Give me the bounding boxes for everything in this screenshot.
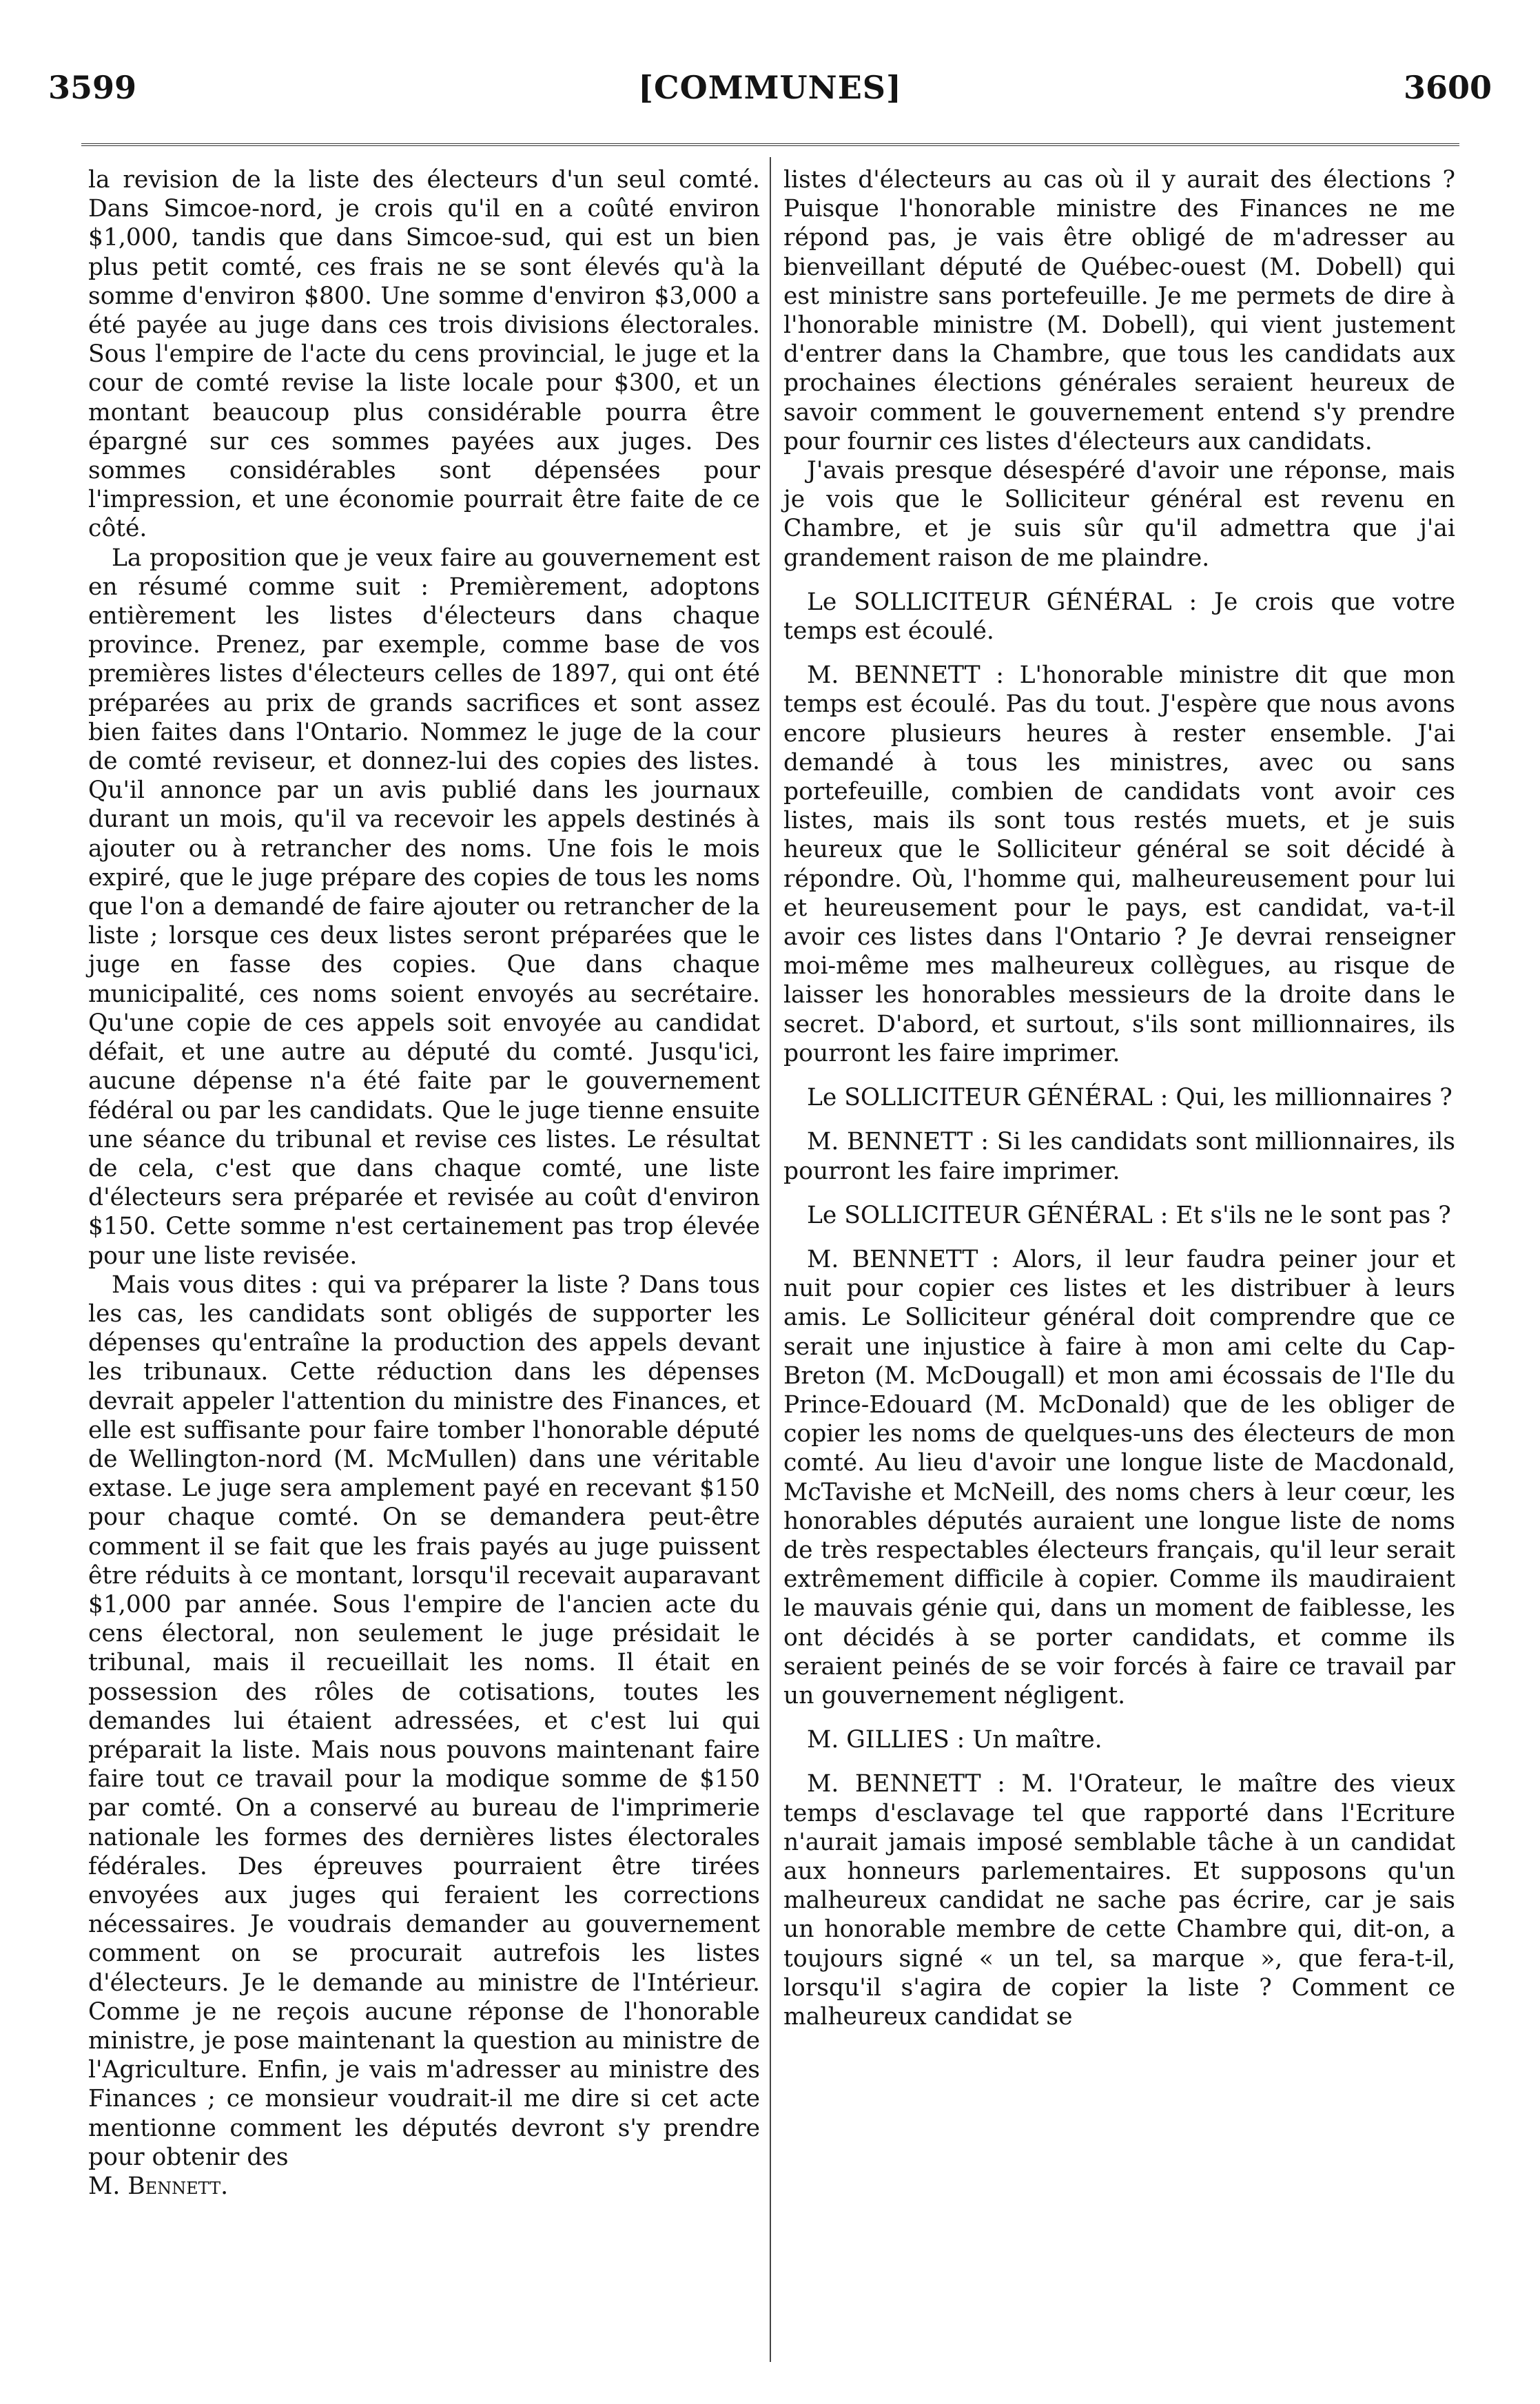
speech	[783, 1245, 1455, 1710]
speech-text: Un maître.	[972, 1726, 1102, 1754]
speaker-name: M. BENNETT :	[807, 661, 1004, 690]
speaker-name: M. GILLIES :	[807, 1726, 965, 1754]
speech-text: Je crois que votre temps est écoulé.	[783, 588, 1455, 646]
page-number-right: 3600	[1403, 69, 1492, 106]
speech-text: M. l'Orateur, le maître des vieux temps d'esclavage tel que rapporté dans l'Ecriture n'aurait jamais imposé semblable tâche à un candidat aux honneurs parlementaires. Et supposons qu'un malheureux candidat ne sache pas écrire, car je sais un honorable membre de cette Chambre qui, dit-on, a toujours signé « un tel, sa marque », que fera-t-il, lorsqu'il s'agira de copier la liste ? Comment ce malheureux candidat se	[783, 1770, 1455, 2031]
right-column	[783, 165, 1455, 2031]
speech	[783, 661, 1455, 1068]
paragraph: Mais vous dites : qui va préparer la liste ? Dans tous les cas, les candidats sont obligés de supporter les dépenses qu'entraîne la production des appels devant les tribunaux. Cette réduction dans les dépenses devrait appeler l'attention du ministre des Finances, et elle est suffisante pour faire tomber l'honorable député de Wellington-nord (M. McMullen) dans une véritable extase. Le juge sera amplement payé en recevant $150 pour chaque comté. On se demandera peut-être comment il se fait que les frais payés au juge puissent être réduits à ce montant, lorsqu'il recevait auparavant $1,000 par année. Sous l'empire de l'ancien acte du cens électoral, non seulement le juge présidait le tribunal, mais il recueillait les noms. Il était en possession des rôles de cotisations, toutes les demandes lui étaient adressées, et c'est lui qui préparait la liste. Mais nous pouvons maintenant faire faire tout ce travail pour la modique somme de $150 par comté. On a conservé au bureau de l'imprimerie nationale les formes des dernières listes électorales fédérales. Des épreuves pourraient être tirées envoyées aux juges qui feraient les corrections nécessaires. Je voudrais demander au gouvernement comment on se procurait autrefois les listes d'électeurs. Je le demande au ministre de l'Intérieur. Comme je ne reçois aucune réponse de l'honorable ministre, je pose maintenant la question au ministre de l'Agriculture. Enfin, je vais m'adresser au ministre des Finances ; ce monsieur voudrait-il me dire si cet acte mentionne comment les députés devront s'y prendre pour obtenir des	[88, 1271, 760, 2171]
speech-text: Et s'ils ne le sont pas ?	[1175, 1201, 1451, 1229]
speech-text: Alors, il leur faudra peiner jour et nuit pour copier ces listes et les distribuer à leurs amis. Le Solliciteur général doit comprendre que ce serait une injustice à faire à mon ami celte du Cap-Breton (M. McDougall) et mon ami écossais de l'Ile du Prince-Edouard (M. McDonald) que de les obliger de copier les noms de quelques-uns des électeurs de mon comté. Au lieu d'avoir une longue liste de Macdonald, McTavishe et McNeill, des noms chers à leur cœur, les honorables députés auraient une longue liste de noms de très respectables électeurs français, qu'il leur serait extrêmement difficile à copier. Comme ils maudiraient le mauvais génie qui, dans un moment de faiblesse, les ont décidés à se porter candidats, et comme ils seraient peinés de se voir forcés à faire ce travail par un gouvernement négligent.	[783, 1245, 1455, 1709]
speaker-name: M. BENNETT :	[807, 1245, 1000, 1273]
header-rule	[81, 143, 1459, 146]
column-separator	[770, 157, 771, 2362]
paragraph: listes d'électeurs au cas où il y aurait des élections ? Puisque l'honorable ministre des Finances ne me répond pas, je vais être obligé de m'adresser au bienveillant député de Québec-ouest (M. Dobell) qui est ministre sans portefeuille. Je me permets de dire à l'honorable ministre (M. Dobell), qui vient justement d'entrer dans la Chambre, que tous les candidats aux prochaines élections générales seraient heureux de savoir comment le gouvernement entend s'y prendre pour fournir ces listes d'électeurs aux candidats.	[783, 166, 1455, 455]
speech	[783, 1769, 1455, 2031]
left-column	[88, 165, 760, 2201]
speech	[783, 1083, 1455, 1112]
paragraph: la revision de la liste des électeurs d'un seul comté. Dans Simcoe-nord, je crois qu'il en a coûté environ $1,000, tandis que dans Simcoe-sud, qui est un bien plus petit comté, ces frais ne se sont élevés qu'à la somme d'environ $800. Une somme d'environ $3,000 a été payée au juge dans ces trois divisions électorales. Sous l'empire de l'acte du cens provincial, le juge et la cour de comté revise la liste locale pour $300, et un montant beaucoup plus considérable pourra être épargné sur ces sommes payées aux juges. Des sommes considérables sont dépensées pour l'impression, et une économie pourrait être faite de ce côté.	[88, 166, 760, 543]
speech	[783, 1127, 1455, 1185]
speech-text: Qui, les millionnaires ?	[1175, 1084, 1452, 1112]
page-number-left: 3599	[48, 69, 137, 106]
speaker-name: M. BENNETT :	[807, 1770, 1005, 1798]
page-header	[48, 69, 1492, 131]
speaker-name: Le SOLLICITEUR GÉNÉRAL :	[807, 1201, 1169, 1229]
speech	[783, 1725, 1455, 1754]
paragraph: La proposition que je veux faire au gouvernement est en résumé comme suit : Premièrement, adoptons entièrement les listes d'électeurs dans chaque province. Prenez, par exemple, comme base de vos premières listes d'électeurs celles de 1897, qui ont été préparées au prix de grands sacrifices et sont assez bien faites dans l'Ontario. Nommez le juge de la cour de comté reviseur, et donnez-lui des copies des listes. Qu'il annonce par un avis publié dans les journaux durant un mois, qu'il va recevoir les appels destinés à ajouter ou à retrancher des noms. Une fois le mois expiré, que le juge prépare des copies de tous les noms que l'on a demandé de faire ajouter ou retrancher de la liste ; lorsque ces deux listes seront préparées que le juge en fasse des copies. Que dans chaque municipalité, ces noms soient envoyés au secrétaire. Qu'une copie de ces appels soit envoyée au candidat défait, et une autre au député du comté. Jusqu'ici, aucune dépense n'a été faite par le gouvernement fédéral ou par les candidats. Que le juge tienne ensuite une séance du tribunal et revise ces listes. Le résultat de cela, c'est que dans chaque comté, une liste d'électeurs sera préparée et revisée au coût d'environ $150. Cette somme n'est certainement pas trop élevée pour une liste revisée.	[88, 544, 760, 1270]
speaker-signature: M. Bennett.	[88, 2172, 229, 2201]
running-title: [COMMUNES]	[638, 69, 902, 106]
speaker-name: Le SOLLICITEUR GÉNÉRAL :	[807, 1084, 1169, 1112]
speaker-name: Le SOLLICITEUR GÉNÉRAL :	[807, 588, 1198, 616]
speech	[783, 588, 1455, 646]
paragraph: J'avais presque désespéré d'avoir une réponse, mais je vois que le Solliciteur général est revenu en Chambre, et je suis sûr qu'il admettra que j'ai grandement raison de me plaindre.	[783, 457, 1455, 572]
speech-text: L'honorable ministre dit que mon temps est écoulé. Pas du tout. J'espère que nous avons encore plusieurs heures à rester ensemble. J'ai demandé à tous les ministres, avec ou sans portefeuille, combien de candidats vont avoir ces listes, mais ils sont tous restés muets, et je suis heureux que le Solliciteur général se soit décidé à répondre. Où, l'homme qui, malheureusement pour lui et heureusement pour le pays, est candidat, va-t-il avoir ces listes dans l'Ontario ? Je devrai renseigner moi-même mes malheureux collègues, au risque de laisser les honorables messieurs de la droite dans le secret. D'abord, et surtout, s'ils sont millionnaires, ils pourront les faire imprimer.	[783, 661, 1455, 1067]
speaker-name: M. BENNETT :	[807, 1128, 989, 1156]
speech-text: Si les candidats sont millionnaires, ils pourront les faire imprimer.	[783, 1128, 1456, 1185]
speech	[783, 1201, 1455, 1230]
